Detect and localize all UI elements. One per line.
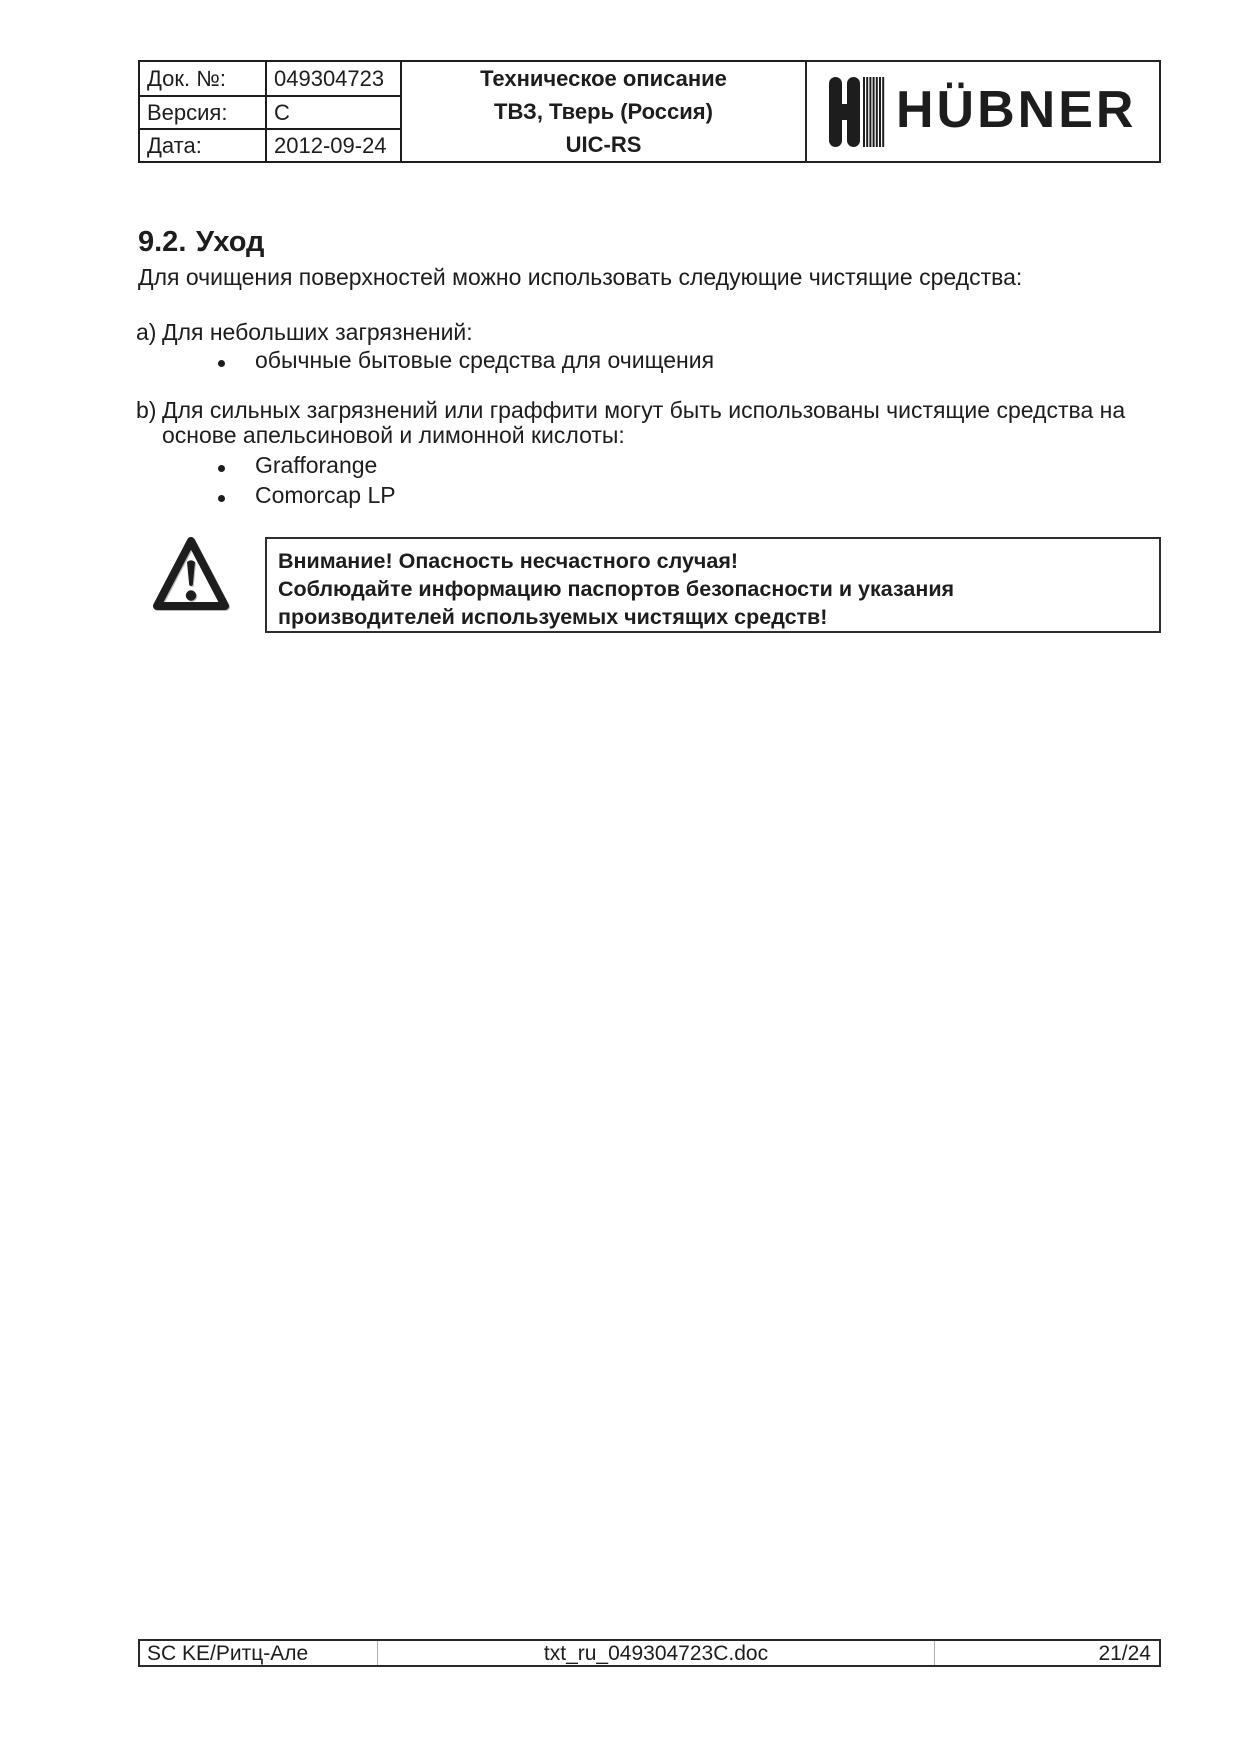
- warning-line-1: Внимание! Опасность несчастного случая!: [278, 549, 739, 573]
- doc-number-value: 049304723: [274, 65, 385, 91]
- list-item-b-marker: b): [136, 397, 157, 423]
- bullet-icon: [218, 495, 225, 502]
- date-value: 2012-09-24: [267, 128, 400, 161]
- doc-number-label: Док. №:: [140, 62, 267, 95]
- footer-author: SC KE/Ритц-Але: [147, 1641, 309, 1665]
- warning-line-3: производителей используемых чистящих средств!: [278, 605, 828, 629]
- section-number: 9.2.: [138, 226, 187, 258]
- warning-box: [265, 537, 1161, 633]
- date-label: Дата:: [140, 128, 267, 161]
- company-logo: [805, 60, 1161, 163]
- footer-page-number: 21/24: [1098, 1641, 1151, 1665]
- section-heading: [138, 228, 264, 257]
- header-title-line-3: UIC-RS: [565, 131, 642, 157]
- bullet-icon: [218, 465, 225, 472]
- list-item-b-text-line-2: основе апельсиновой и лимонной кислоты:: [162, 422, 625, 448]
- logo-wordmark: HÜBNER: [896, 81, 1137, 139]
- header-title-block: [402, 60, 805, 163]
- list-item-b-text-line-1: Для сильных загрязнений или граффити могут быть использованы чистящие средства на: [162, 397, 1126, 423]
- header-title-line-1: Техническое описание: [480, 65, 727, 91]
- warning-line-2: Соблюдайте информацию паспортов безопасности и указания: [278, 577, 955, 601]
- version-value: C: [267, 95, 400, 128]
- list-item-a-bullet-1: обычные бытовые средства для очищения: [255, 347, 715, 373]
- list-item-b-bullet-1: Grafforange: [255, 452, 378, 478]
- footer-table: [138, 1639, 1161, 1667]
- list-item-b-bullet-2: Comorcap LP: [255, 482, 396, 508]
- version-label: Версия:: [140, 95, 267, 128]
- header-meta-table: [138, 60, 402, 163]
- list-item-a-text: Для небольших загрязнений:: [162, 319, 473, 345]
- list-item-a-marker: a): [136, 319, 157, 345]
- huebner-h-bellows-mark-icon: [829, 77, 885, 147]
- bullet-icon: [218, 360, 225, 367]
- footer-filename: txt_ru_049304723C.doc: [377, 1641, 935, 1665]
- warning-triangle-icon: [152, 535, 230, 615]
- section-title: Уход: [196, 226, 265, 258]
- header-title-line-2: ТВЗ, Тверь (Россия): [494, 98, 713, 124]
- intro-paragraph: Для очищения поверхностей можно использовать следующие чистящие средства:: [138, 264, 1023, 290]
